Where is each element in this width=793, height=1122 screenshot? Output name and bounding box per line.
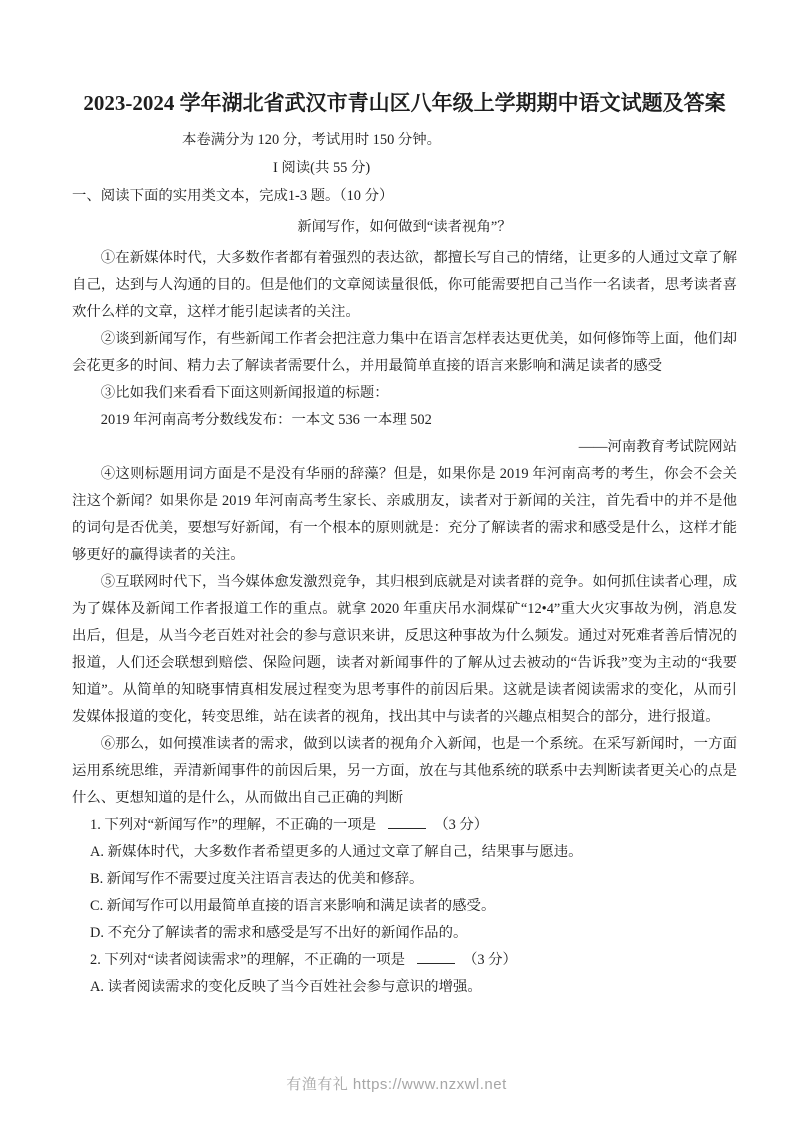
footer-watermark: 有渔有礼 https://www.nzxwl.net [286,1076,507,1093]
article-paragraph-3: ③比如我们来看看下面这则新闻报道的标题： [100,385,389,401]
article-paragraph-2: ②谈到新闻写作，有些新闻工作者会把注意力集中在语言怎样表达更优美，如何修饰等上面，他们却会花更多的时间、精力去了解读者需要什么，并用最简单直接的语言来影响和满足读者的感受 [72,331,737,374]
article-paragraph-6: ⑥那么，如何摸准读者的需求，做到以读者的视角介入新闻，也是一个系统。在采写新闻时，一方面运用系统思维，弄清新闻事件的前因后果，另一方面，放在与其他系统的联系中去判断读者更关心的点是什么、更想知道的是什么，从而做出自己正确的判断 [72,736,737,806]
answer-blank [388,814,426,829]
section-heading-reading: I 阅读(共 55 分) [273,160,371,176]
article-paragraph-1: ①在新媒体时代，大多数作者都有着强烈的表达欲，都擅长写自己的情绪，让更多的人通过文章了解自己，达到与人沟通的目的。但是他们的文章阅读量很低，你可能需要把自己当作一名读者，思考读者喜欢什么样的文章，这样才能引起读者的关注。 [72,250,737,320]
answer-blank [417,949,455,964]
question-1-option-b: B. 新闻写作不需要过度关注语言表达的优美和修辞。 [90,871,424,887]
exam-info-line: 本卷满分为 120 分，考试用时 150 分钟。 [182,132,442,148]
reading-instruction: 一、阅读下面的实用类文本，完成1-3 题。（10 分） [72,188,394,204]
question-1-points: （3 分） [434,817,489,833]
news-source: ——河南教育考试院网站 [578,439,737,455]
question-2-stem [90,947,737,974]
question-1-option-a: A. 新媒体时代，大多数作者希望更多的人通过文章了解自己，结果事与愿违。 [90,844,583,860]
page-title: 2023-2024 学年湖北省武汉市青山区八年级上学期期中语文试题及答案 [83,91,726,115]
question-1-option-d: D. 不充分了解读者的需求和感受是写不出好的新闻作品的。 [90,925,468,941]
question-2-text: 2. 下列对“读者阅读需求”的理解，不正确的一项是 [90,952,405,968]
question-2-option-a: A. 读者阅读需求的变化反映了当今百姓社会参与意识的增强。 [90,979,482,995]
article-paragraph-4: ④这则标题用词方面是不是没有华丽的辞藻？但是，如果你是 2019 年河南高考的考生，你会不会关注这个新闻？如果你是 2019 年河南高考生家长、亲戚朋友，读者对于新闻的关注，首先看中的并不是他的词句是否优美，要想写好新闻，有一个根本的原则就是：充分了解读者的需求和感受是什么，这样才能够更好的赢得读者的关注。 [72,466,737,563]
questions-block [72,812,737,1001]
question-2-points: （3 分） [462,952,517,968]
question-1-stem [90,812,737,839]
question-1-text: 1. 下列对“新闻写作”的理解，不正确的一项是 [90,817,377,833]
article-body [72,245,737,812]
article-paragraph-5: ⑤互联网时代下，当今媒体愈发激烈竞争，其归根到底就是对读者群的竞争。如何抓住读者心理，成为了媒体及新闻工作者报道工作的重点。就拿 2020 年重庆吊水洞煤矿“12•4”重大火灾事故为例，消息发出后，但是，从当今老百姓对社会的参与意识来讲，反思这种事故为什么频发。通过对死难者善后情况的报道，人们还会联想到赔偿、保险问题，读者对新闻事件的了解从过去被动的“告诉我”变为主动的“我要知道”。从简单的知晓事情真相发展过程变为思考事件的前因后果。这就是读者阅读需求的变化，从而引发媒体报道的变化，转变思维，站在读者的视角，找出其中与读者的兴趣点相契合的部分，进行报道。 [72,574,737,725]
article-title: 新闻写作，如何做到“读者视角”？ [297,219,512,235]
question-1-option-c: C. 新闻写作可以用最简单直接的语言来影响和满足读者的感受。 [90,898,496,914]
news-headline: 2019 年河南高考分数线发布：一本文 536 一本理 502 [100,412,432,428]
